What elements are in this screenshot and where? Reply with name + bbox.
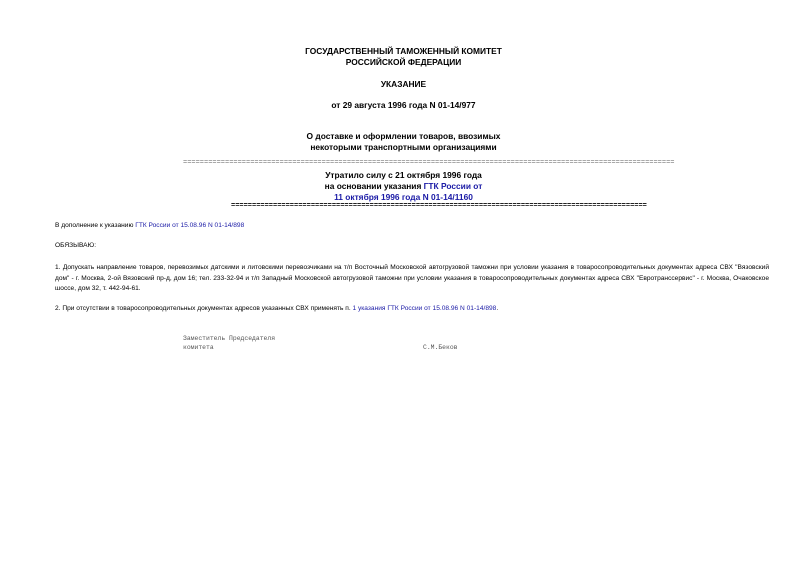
document-date-number: от 29 августа 1996 года N 01-14/977 [331,100,476,110]
item-1-paragraph: 1. Допускать направление товаров, перевозимых датскими и литовскими перевозчиками на т/п Восточный Московской автогрузовой таможни при условии указания в товаросопроводительных документах адреса СВХ "Вязовский дом" - г. Москва, 2-ой Вязовский пр-д, дом 16; тел. 233-32-94 и т/п Западный Московской автогрузовой таможни при условии указания в товаросопроводительных документах адреса СВХ "Евротрансcервис" - г. Москва, Очаковское шоссе, дом 32, т. 442-94-61. [55,264,769,292]
document-title-line1: О доставке и оформлении товаров, ввозимых [306,131,501,141]
agency-name-line2: РОССИЙСКОЙ ФЕДЕРАЦИИ [345,57,462,67]
agency-name-line1: ГОСУДАРСТВЕННЫЙ ТАМОЖЕННЫЙ КОМИТЕТ [305,46,502,56]
document-title-line2: некоторыми транспортными организациями [310,142,497,152]
status-basis-line: на основании указания ГТК России от [324,181,483,191]
signature-name: С.М.Беков [423,344,458,351]
signature-position-line1: Заместитель Председателя [183,335,276,342]
signature-position-line2: комитета [183,344,214,351]
item-2-reference-link[interactable]: 1 указания ГТК России от 15.08.96 N 01-14/898 [352,305,497,312]
document-type: УКАЗАНИЕ [380,79,427,89]
basis-link-part1[interactable]: ГТК России от [423,181,483,191]
status-expired-line: Утратило силу с 21 октября 1996 года [325,170,482,180]
reference-link-898[interactable]: ГТК России от 15.08.96 N 01-14/898 [135,222,245,229]
basis-link-part2[interactable]: 11 октября 1996 года N 01-14/1160 [334,192,473,202]
bold-separator-rule: =================================================================================================== [231,202,647,210]
intro-paragraph: В дополнение к указанию ГТК России от 15.08.96 N 01-14/898 [55,222,245,229]
obligation-heading: ОБЯЗЫВАЮ: [55,242,97,249]
thin-separator-rule: ===================================================================================================================== [183,159,675,167]
item-2-paragraph: 2. При отсутствии в товаросопроводительных документах адресов указанных СВХ применять п. 1 указания ГТК России от 15.08.96 N 01-14/898. [55,305,499,312]
